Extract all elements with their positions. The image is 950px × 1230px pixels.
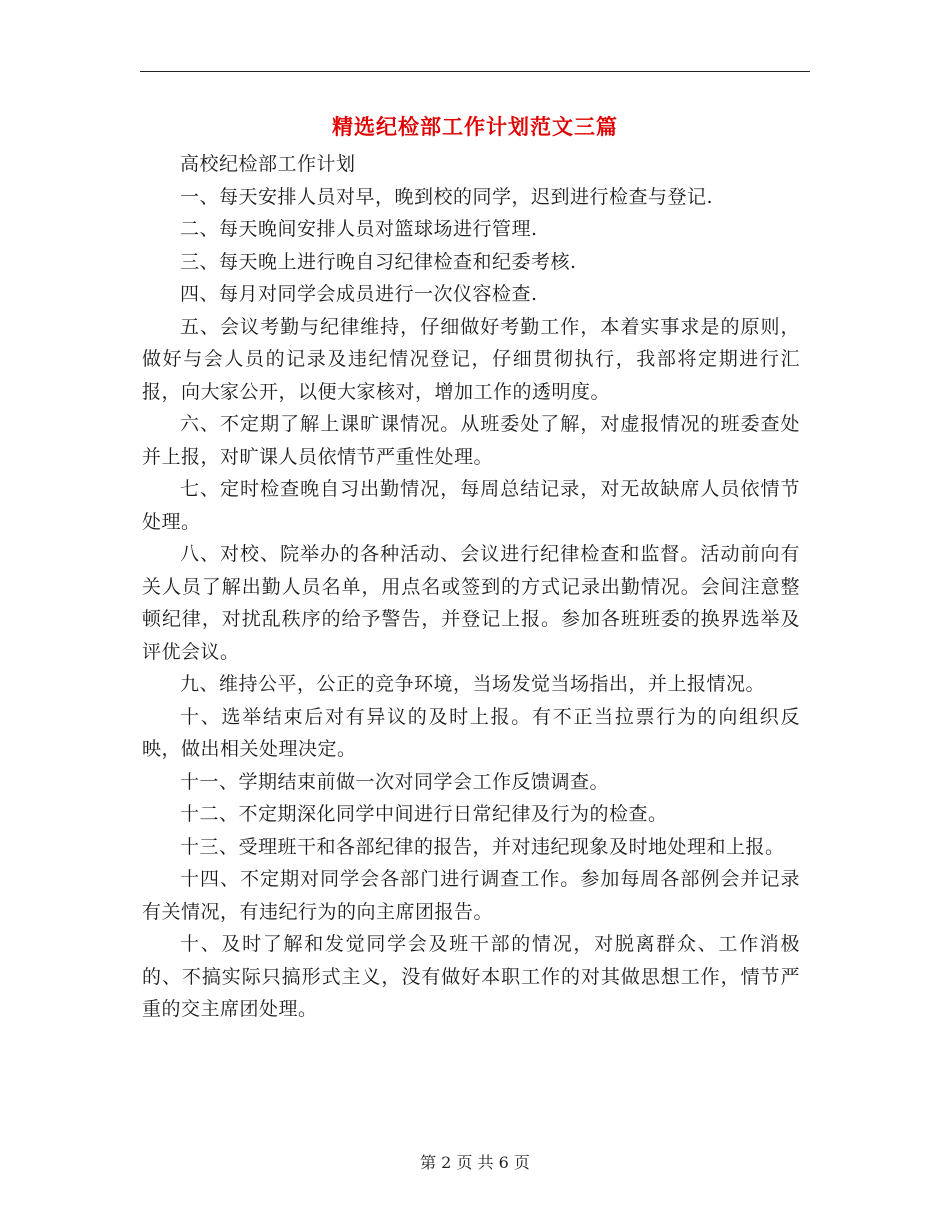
paragraph-item-9: 九、维持公平，公正的竞争环境，当场发觉当场指出，并上报情况。 <box>180 673 766 695</box>
paragraph-item-7: 七、定时检查晚自习出勤情况，每周总结记录，对无故缺席人员依情节处理。 <box>142 478 800 533</box>
paragraph-item-6: 六、不定期了解上课旷课情况。从班委处了解，对虚报情况的班委查处并上报，对旷课人员依情节严重性处理。 <box>142 413 800 468</box>
paragraph-item-3: 三、每天晚上进行晚自习纪律检查和纪委考核. <box>180 250 577 273</box>
paragraph-item-11: 十一、学期结束前做一次对同学会工作反馈调查。 <box>180 770 610 793</box>
paragraph-item-8: 八、对校、院举办的各种活动、会议进行纪律检查和监督。活动前向有关人员了解出勤人员名单，用点名或签到的方式记录出勤情况。会间注意整顿纪律，对扰乱秩序的给予警告，并登记上报。参加各班班委的换界选举及评优会议。 <box>142 543 800 663</box>
paragraph-item-2: 二、每天晚间安排人员对篮球场进行管理. <box>180 218 538 240</box>
paragraph-subtitle: 高校纪检部工作计划 <box>180 153 356 175</box>
page-number-footer: 第 2 页 共 6 页 <box>420 1153 530 1172</box>
document-body <box>142 148 800 1026</box>
paragraph-item-12: 十二、不定期深化同学中间进行日常纪律及行为的检查。 <box>180 803 668 825</box>
document-title: 精选纪检部工作计划范文三篇 <box>332 114 618 139</box>
paragraph-item-13: 十三、受理班干和各部纪律的报告，并对违纪现象及时地处理和上报。 <box>180 835 785 858</box>
paragraph-item-5: 五、会议考勤与纪律维持，仔细做好考勤工作，本着实事求是的原则，做好与会人员的记录及违纪情况登记，仔细贯彻执行，我部将定期进行汇报，向大家公开，以便大家核对，增加工作的透明度。 <box>142 315 800 403</box>
paragraph-item-4: 四、每月对同学会成员进行一次仪容检查. <box>180 283 538 305</box>
header-rule <box>140 71 810 72</box>
paragraph-item-15: 十、及时了解和发觉同学会及班干部的情况，对脱离群众、工作消极的、不搞实际只搞形式主义，没有做好本职工作的对其做思想工作，情节严重的交主席团处理。 <box>142 933 800 1020</box>
paragraph-item-1: 一、每天安排人员对早，晚到校的同学，迟到进行检查与登记. <box>180 185 714 208</box>
paragraph-item-10: 十、选举结束后对有异议的及时上报。有不正当拉票行为的向组织反映，做出相关处理决定。 <box>142 705 800 760</box>
paragraph-item-14: 十四、不定期对同学会各部门进行调查工作。参加每周各部例会并记录有关情况，有违纪行为的向主席团报告。 <box>142 868 800 923</box>
